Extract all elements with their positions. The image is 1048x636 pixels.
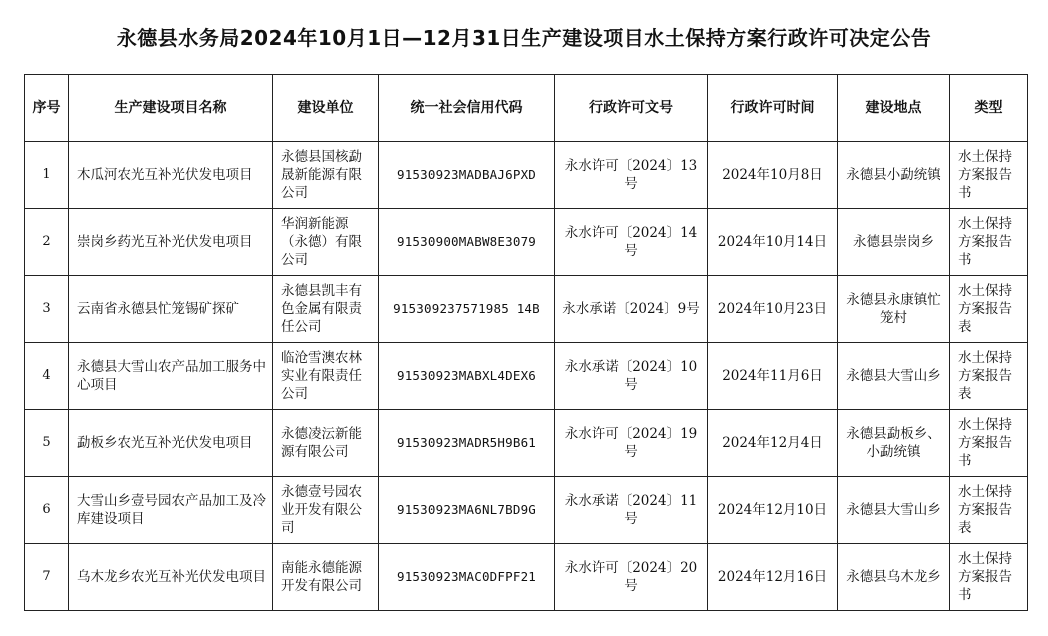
cell-type: 水土保持方案报告书 (950, 410, 1028, 477)
header-location: 建设地点 (838, 75, 950, 142)
table-row (25, 142, 1028, 209)
cell-project: 永德县大雪山农产品加工服务中心项目 (69, 343, 273, 410)
cell-credit-code: 91530923MADR5H9B61 (379, 410, 555, 477)
table-row (25, 343, 1028, 410)
cell-credit-code: 91530923MA6NL7BD9G (379, 477, 555, 544)
cell-project: 崇岗乡药光互补光伏发电项目 (69, 209, 273, 276)
cell-project: 乌木龙乡农光互补光伏发电项目 (69, 544, 273, 611)
cell-type: 水土保持方案报告书 (950, 209, 1028, 276)
cell-permit-date: 2024年12月16日 (708, 544, 838, 611)
cell-location: 永德县乌木龙乡 (838, 544, 950, 611)
table-row (25, 410, 1028, 477)
cell-permit-date: 2024年10月14日 (708, 209, 838, 276)
header-permit-date: 行政许可时间 (708, 75, 838, 142)
table-row (25, 544, 1028, 611)
cell-unit: 南能永德能源开发有限公司 (273, 544, 379, 611)
cell-credit-code: 915309237571985 14B (379, 276, 555, 343)
header-credit-code: 统一社会信用代码 (379, 75, 555, 142)
table-header-row (25, 75, 1028, 142)
header-project: 生产建设项目名称 (69, 75, 273, 142)
cell-type: 水土保持方案报告表 (950, 477, 1028, 544)
cell-location: 永德县崇岗乡 (838, 209, 950, 276)
cell-seq: 5 (25, 410, 69, 477)
page-title: 永德县水务局2024年10月1日—12月31日生产建设项目水土保持方案行政许可决定公告 (116, 26, 932, 50)
cell-type: 水土保持方案报告书 (950, 544, 1028, 611)
cell-seq: 4 (25, 343, 69, 410)
cell-seq: 2 (25, 209, 69, 276)
cell-project: 大雪山乡壹号园农产品加工及冷库建设项目 (69, 477, 273, 544)
header-unit: 建设单位 (273, 75, 379, 142)
cell-unit: 永德县凯丰有色金属有限责任公司 (273, 276, 379, 343)
cell-unit: 华润新能源（永德）有限公司 (273, 209, 379, 276)
cell-credit-code: 91530923MADBAJ6PXD (379, 142, 555, 209)
cell-credit-code: 91530900MABW8E3079 (379, 209, 555, 276)
cell-seq: 6 (25, 477, 69, 544)
cell-seq: 7 (25, 544, 69, 611)
cell-permit-date: 2024年12月4日 (708, 410, 838, 477)
cell-permit-date: 2024年11月6日 (708, 343, 838, 410)
cell-type: 水土保持方案报告表 (950, 276, 1028, 343)
cell-unit: 永德县国核勐晟新能源有限公司 (273, 142, 379, 209)
cell-credit-code: 91530923MABXL4DEX6 (379, 343, 555, 410)
header-seq: 序号 (25, 75, 69, 142)
cell-unit: 永德壹号园农业开发有限公司 (273, 477, 379, 544)
cell-type: 水土保持方案报告表 (950, 343, 1028, 410)
cell-unit: 永德凌沄新能源有限公司 (273, 410, 379, 477)
cell-permit-date: 2024年10月23日 (708, 276, 838, 343)
cell-location: 永德县小勐统镇 (838, 142, 950, 209)
cell-seq: 1 (25, 142, 69, 209)
cell-permit-no: 永水许可〔2024〕13号 (555, 142, 708, 209)
cell-project: 云南省永德县忙笼锡矿探矿 (69, 276, 273, 343)
cell-location: 永德县大雪山乡 (838, 477, 950, 544)
cell-permit-no: 永水许可〔2024〕19号 (555, 410, 708, 477)
cell-location: 永德县勐板乡、小勐统镇 (838, 410, 950, 477)
cell-permit-no: 永水承诺〔2024〕9号 (555, 276, 708, 343)
header-type: 类型 (950, 75, 1028, 142)
cell-permit-no: 永水许可〔2024〕14号 (555, 209, 708, 276)
permit-table (24, 74, 1028, 611)
table-row (25, 276, 1028, 343)
cell-type: 水土保持方案报告书 (950, 142, 1028, 209)
cell-permit-date: 2024年10月8日 (708, 142, 838, 209)
cell-project: 木瓜河农光互补光伏发电项目 (69, 142, 273, 209)
cell-permit-no: 永水承诺〔2024〕11号 (555, 477, 708, 544)
cell-unit: 临沧雪澳农林实业有限责任公司 (273, 343, 379, 410)
cell-project: 勐板乡农光互补光伏发电项目 (69, 410, 273, 477)
table-row (25, 209, 1028, 276)
cell-credit-code: 91530923MAC0DFPF21 (379, 544, 555, 611)
cell-permit-no: 永水许可〔2024〕20号 (555, 544, 708, 611)
cell-location: 永德县大雪山乡 (838, 343, 950, 410)
cell-permit-date: 2024年12月10日 (708, 477, 838, 544)
cell-location: 永德县永康镇忙笼村 (838, 276, 950, 343)
cell-permit-no: 永水承诺〔2024〕10号 (555, 343, 708, 410)
cell-seq: 3 (25, 276, 69, 343)
header-permit-no: 行政许可文号 (555, 75, 708, 142)
table-row (25, 477, 1028, 544)
